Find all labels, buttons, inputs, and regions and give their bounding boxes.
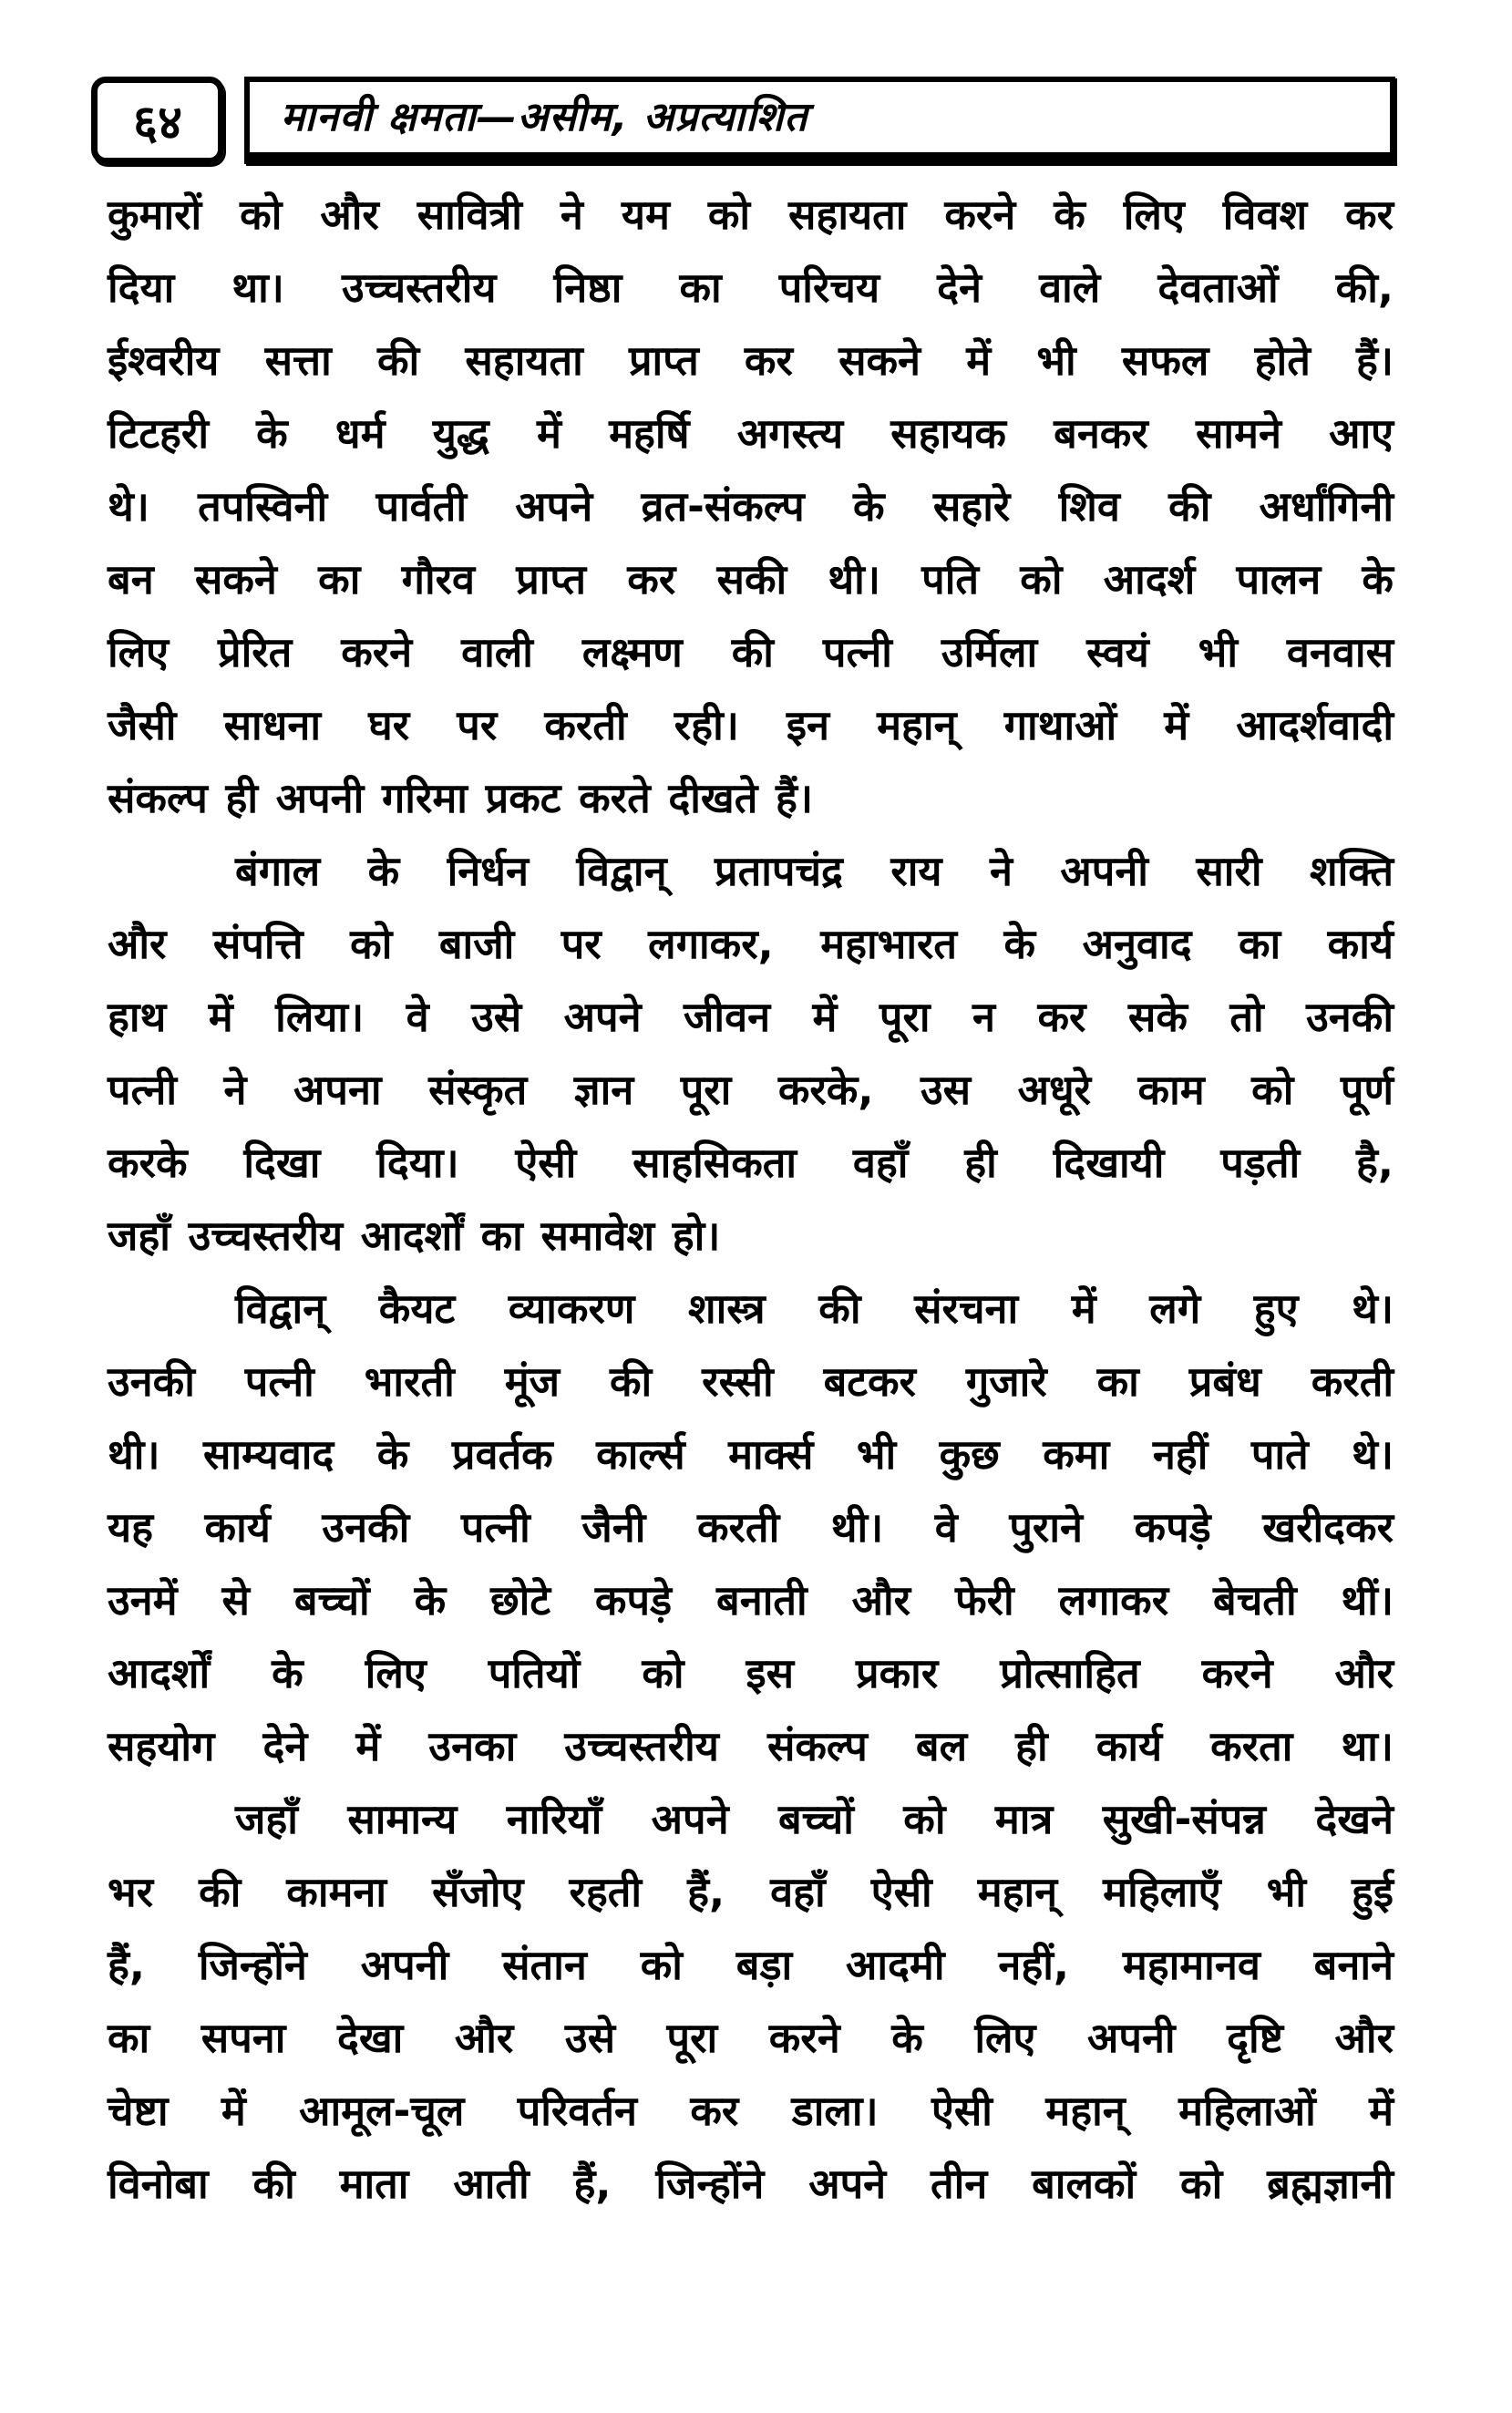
text-line: जहाँ सामान्य नारियाँ अपने बच्चों को मात्र सुखी-संपन्न देखने [235,1795,1394,1843]
text-line: विद्वान् कैयट व्याकरण शास्त्र की संरचना में लगे हुए थे। [235,1284,1394,1333]
text-line: दिया था। उच्चस्तरीय निष्ठा का परिचय देने वाले देवताओं की, [108,263,1394,312]
paragraph [108,1273,1394,1783]
text-line: बन सकने का गौरव प्राप्त कर सकी थी। पति को आदर्श पालन के [108,555,1394,603]
text-line: हैं, जिन्होंने अपनी संतान को बड़ा आदमी नहीं, महामानव बनाने [108,1941,1394,1989]
text-line: जहाँ उच्चस्तरीय आदर्शों का समावेश हो। [108,1212,721,1260]
text-line: भर की कामना सँजोए रहती हैं, वहाँ ऐसी महान् महिलाएँ भी हुई [108,1868,1394,1916]
text-line: उनमें से बच्चों के छोटे कपड़े बनाती और फेरी लगाकर बेचती थीं। [108,1576,1394,1624]
text-line: बंगाल के निर्धन विद्वान् प्रतापचंद्र राय ने अपनी सारी शक्ति [235,847,1394,895]
text-line: का सपना देखा और उसे पूरा करने के लिए अपनी दृष्टि और [108,2014,1394,2062]
paragraph [108,179,1394,835]
page-header [91,77,1395,164]
text-line: विनोबा की माता आती हैं, जिन्होंने अपने तीन बालकों को ब्रह्मज्ञानी [108,2160,1394,2208]
text-line: यह कार्य उनकी पत्नी जैनी करती थी। वे पुराने कपड़े खरीदकर [108,1503,1394,1552]
chapter-title-box [244,77,1395,164]
text-line: थी। साम्यवाद के प्रवर्तक कार्ल्स मार्क्स भी कुछ कमा नहीं पाते थे। [108,1430,1394,1479]
page-body-text [108,179,1394,2221]
page-number: ६४ [132,95,183,150]
text-line: सहयोग देने में उनका उच्चस्तरीय संकल्प बल ही कार्य करता था। [108,1722,1394,1770]
paragraph [108,1783,1394,2221]
text-line: चेष्टा में आमूल-चूल परिवर्तन कर डाला। ऐसी महान् महिलाओं में [108,2087,1394,2135]
text-line: जैसी साधना घर पर करती रही। इन महान् गाथाओं में आदर्शवादी [108,701,1394,749]
text-line: आदर्शों के लिए पतियों को इस प्रकार प्रोत्साहित करने और [108,1649,1394,1697]
text-line: पत्नी ने अपना संस्कृत ज्ञान पूरा करके, उस अधूरे काम को पूर्ण [108,1066,1394,1114]
chapter-title: मानवी क्षमता—असीम, अप्रत्याशित [281,93,808,140]
text-line: हाथ में लिया। वे उसे अपने जीवन में पूरा न कर सके तो उनकी [108,993,1394,1041]
text-line: ईश्वरीय सत्ता की सहायता प्राप्त कर सकने में भी सफल होते हैं। [108,336,1394,385]
text-line: कुमारों को और सावित्री ने यम को सहायता करने के लिए विवश कर [108,191,1394,239]
text-line: संकल्प ही अपनी गरिमा प्रकट करते दीखते हैं। [108,774,814,822]
paragraph [108,835,1394,1273]
text-line: टिटहरी के धर्म युद्ध में महर्षि अगस्त्य सहायक बनकर सामने आए [108,409,1394,458]
text-line: उनकी पत्नी भारती मूंज की रस्सी बटकर गुजारे का प्रबंध करती [108,1357,1394,1406]
text-line: करके दिखा दिया। ऐसी साहसिकता वहाँ ही दिखायी पड़ती है, [108,1139,1394,1187]
page-number-box [91,77,224,164]
text-line: लिए प्रेरित करने वाली लक्ष्मण की पत्नी उर्मिला स्वयं भी वनवास [108,628,1394,676]
text-line: थे। तपस्विनी पार्वती अपने व्रत-संकल्प के सहारे शिव की अर्धांगिनी [108,482,1394,531]
text-line: और संपत्ति को बाजी पर लगाकर, महाभारत के अनुवाद का कार्य [108,920,1394,968]
